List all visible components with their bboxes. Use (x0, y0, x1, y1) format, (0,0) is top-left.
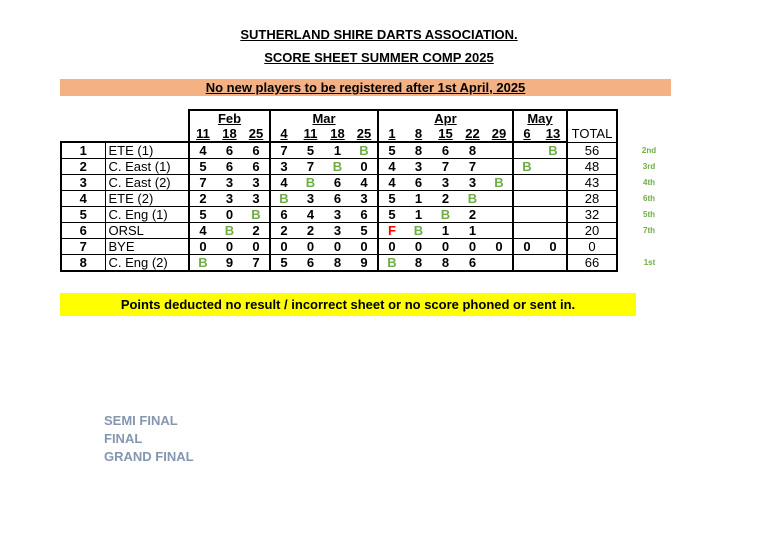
deduction-note: Points deducted no result / incorrect sheet or no score phoned or sent in. (60, 293, 636, 316)
team-number: 2 (61, 159, 105, 175)
date-header: 22 (465, 126, 480, 141)
month-header-may: May (513, 110, 567, 126)
score-cell: B (324, 159, 351, 175)
score-cell: 6 (459, 255, 486, 272)
team-number: 1 (61, 142, 105, 159)
score-cell: 2 (189, 191, 216, 207)
score-cell: 1 (459, 223, 486, 239)
score-cell: 3 (270, 159, 297, 175)
team-number: 8 (61, 255, 105, 272)
score-cell: 0 (459, 239, 486, 255)
score-cell: 0 (324, 239, 351, 255)
team-total: 28 (567, 191, 617, 207)
score-cell: 6 (324, 175, 351, 191)
score-cell: 2 (432, 191, 459, 207)
score-cell: 3 (324, 223, 351, 239)
score-cell: B (432, 207, 459, 223)
score-cell (513, 175, 540, 191)
total-header: TOTAL (567, 126, 617, 142)
score-cell: 0 (540, 239, 567, 255)
score-cell: 6 (243, 159, 270, 175)
score-cell: 7 (432, 159, 459, 175)
team-position (617, 239, 681, 255)
team-row (61, 255, 681, 272)
score-cell: 0 (189, 239, 216, 255)
score-cell: 3 (243, 175, 270, 191)
score-cell: 0 (351, 159, 378, 175)
score-cell: B (297, 175, 324, 191)
date-header: 11 (303, 126, 318, 141)
team-total: 0 (567, 239, 617, 255)
grand-final-label: GRAND FINAL (104, 449, 194, 464)
score-table (60, 109, 682, 272)
score-cell: 0 (432, 239, 459, 255)
score-cell (486, 159, 513, 175)
date-header: 25 (248, 126, 264, 141)
score-cell: F (378, 223, 405, 239)
score-cell: 9 (351, 255, 378, 272)
score-cell: 0 (243, 239, 270, 255)
score-cell: 0 (486, 239, 513, 255)
score-cell: 4 (297, 207, 324, 223)
team-name: C. East (2) (105, 175, 189, 191)
score-cell: 5 (378, 191, 405, 207)
team-name: ETE (1) (105, 142, 189, 159)
score-cell: 6 (243, 142, 270, 159)
score-cell: 5 (297, 142, 324, 159)
score-cell: 8 (324, 255, 351, 272)
team-row (61, 142, 681, 159)
score-cell (540, 223, 567, 239)
date-header: 8 (414, 126, 423, 141)
score-cell: 0 (216, 239, 243, 255)
score-cell: B (351, 142, 378, 159)
score-cell: 8 (405, 142, 432, 159)
score-cell: B (216, 223, 243, 239)
finals-list (104, 412, 194, 466)
score-cell (486, 223, 513, 239)
score-cell: 2 (297, 223, 324, 239)
score-cell: 6 (270, 207, 297, 223)
score-cell: 0 (405, 239, 432, 255)
date-header: 13 (540, 126, 567, 142)
team-name: C. Eng (1) (105, 207, 189, 223)
score-cell: 2 (270, 223, 297, 239)
score-cell: 0 (216, 207, 243, 223)
final-label: FINAL (104, 431, 143, 446)
score-cell: 7 (270, 142, 297, 159)
score-cell: 5 (351, 223, 378, 239)
score-cell (486, 191, 513, 207)
team-row (61, 223, 681, 239)
score-cell: 5 (378, 207, 405, 223)
team-position: 4th (643, 178, 655, 187)
blank-cell (567, 110, 617, 126)
month-header-feb: Feb (189, 110, 270, 126)
month-header-mar: Mar (270, 110, 378, 126)
month-header-apr: Apr (378, 110, 513, 126)
score-cell: 7 (459, 159, 486, 175)
score-cell: 3 (216, 191, 243, 207)
score-cell: 3 (459, 175, 486, 191)
score-cell: 3 (324, 207, 351, 223)
team-row (61, 159, 681, 175)
score-cell: 2 (459, 207, 486, 223)
score-cell: 7 (189, 175, 216, 191)
score-cell: B (540, 142, 567, 159)
score-cell: 5 (270, 255, 297, 272)
team-total: 20 (567, 223, 617, 239)
date-header: 1 (378, 126, 405, 142)
date-header: 29 (491, 126, 507, 141)
score-cell (540, 191, 567, 207)
team-total: 48 (567, 159, 617, 175)
score-cell: 3 (216, 175, 243, 191)
score-cell (540, 255, 567, 272)
semi-final-label: SEMI FINAL (104, 413, 178, 428)
score-cell (540, 175, 567, 191)
score-cell: 7 (297, 159, 324, 175)
blank-cell (61, 126, 105, 142)
score-cell: 6 (432, 142, 459, 159)
score-cell: 8 (432, 255, 459, 272)
team-position: 3rd (642, 162, 656, 171)
score-cell: 4 (189, 223, 216, 239)
score-cell (513, 142, 540, 159)
score-cell (486, 255, 513, 272)
sheet-title: SCORE SHEET SUMMER COMP 2025 (264, 50, 494, 65)
score-cell (513, 255, 540, 272)
score-cell: 4 (270, 175, 297, 191)
month-header-row (61, 110, 681, 126)
score-cell: B (513, 159, 540, 175)
date-header: 18 (222, 126, 237, 141)
score-cell: B (459, 191, 486, 207)
score-cell: 4 (378, 159, 405, 175)
score-cell: 5 (189, 159, 216, 175)
team-name: C. Eng (2) (105, 255, 189, 272)
date-header: 11 (189, 126, 216, 142)
team-name: BYE (105, 239, 189, 255)
score-cell: 3 (297, 191, 324, 207)
score-cell: 3 (432, 175, 459, 191)
score-cell: 4 (351, 175, 378, 191)
blank-cell (617, 110, 681, 126)
score-cell: 7 (243, 255, 270, 272)
team-position: 5th (643, 210, 655, 219)
score-cell: B (189, 255, 216, 272)
score-cell: B (486, 175, 513, 191)
blank-cell (105, 126, 189, 142)
score-cell: 4 (189, 142, 216, 159)
team-position: 7th (643, 226, 655, 235)
blank-cell (61, 110, 105, 126)
score-cell: B (405, 223, 432, 239)
score-cell: 2 (243, 223, 270, 239)
team-row (61, 191, 681, 207)
team-number: 4 (61, 191, 105, 207)
score-cell: 1 (324, 142, 351, 159)
score-cell: 1 (405, 207, 432, 223)
registration-notice: No new players to be registered after 1st April, 2025 (60, 79, 671, 96)
date-header: 18 (330, 126, 345, 141)
blank-cell (617, 126, 681, 142)
score-cell: 9 (216, 255, 243, 272)
team-number: 7 (61, 239, 105, 255)
team-total: 66 (567, 255, 617, 272)
score-cell (486, 142, 513, 159)
score-cell: B (270, 191, 297, 207)
score-cell: 0 (297, 239, 324, 255)
team-total: 56 (567, 142, 617, 159)
score-cell: 1 (405, 191, 432, 207)
score-cell: 3 (405, 159, 432, 175)
score-cell: 6 (405, 175, 432, 191)
score-cell (486, 207, 513, 223)
score-cell: 3 (351, 191, 378, 207)
score-cell: 0 (270, 239, 297, 255)
team-name: C. East (1) (105, 159, 189, 175)
date-header: 4 (270, 126, 297, 142)
score-cell: B (243, 207, 270, 223)
team-number: 3 (61, 175, 105, 191)
team-row (61, 175, 681, 191)
score-cell (540, 159, 567, 175)
score-cell: 1 (432, 223, 459, 239)
team-total: 32 (567, 207, 617, 223)
team-position: 2nd (641, 145, 657, 155)
association-title: SUTHERLAND SHIRE DARTS ASSOCIATION. (240, 27, 518, 42)
date-header: 25 (356, 126, 372, 141)
score-cell: 5 (378, 142, 405, 159)
score-cell (540, 207, 567, 223)
score-cell: 6 (297, 255, 324, 272)
team-number: 6 (61, 223, 105, 239)
score-cell: 6 (351, 207, 378, 223)
score-cell (513, 207, 540, 223)
date-header-row (61, 126, 681, 142)
team-number: 5 (61, 207, 105, 223)
score-cell: 8 (405, 255, 432, 272)
score-cell: 0 (378, 239, 405, 255)
team-position: 1st (643, 258, 656, 268)
score-cell: B (378, 255, 405, 272)
score-cell: 6 (216, 142, 243, 159)
team-position: 6th (643, 194, 655, 203)
score-cell: 8 (459, 142, 486, 159)
score-cell: 6 (324, 191, 351, 207)
score-cell (513, 191, 540, 207)
blank-cell (105, 110, 189, 126)
score-cell: 0 (351, 239, 378, 255)
team-total: 43 (567, 175, 617, 191)
score-cell (513, 223, 540, 239)
team-name: ETE (2) (105, 191, 189, 207)
date-header: 6 (513, 126, 540, 142)
score-cell: 4 (378, 175, 405, 191)
score-cell: 0 (513, 239, 540, 255)
team-row (61, 239, 681, 255)
team-row (61, 207, 681, 223)
team-name: ORSL (105, 223, 189, 239)
score-cell: 3 (243, 191, 270, 207)
score-cell: 5 (189, 207, 216, 223)
score-cell: 6 (216, 159, 243, 175)
date-header: 15 (438, 126, 453, 141)
